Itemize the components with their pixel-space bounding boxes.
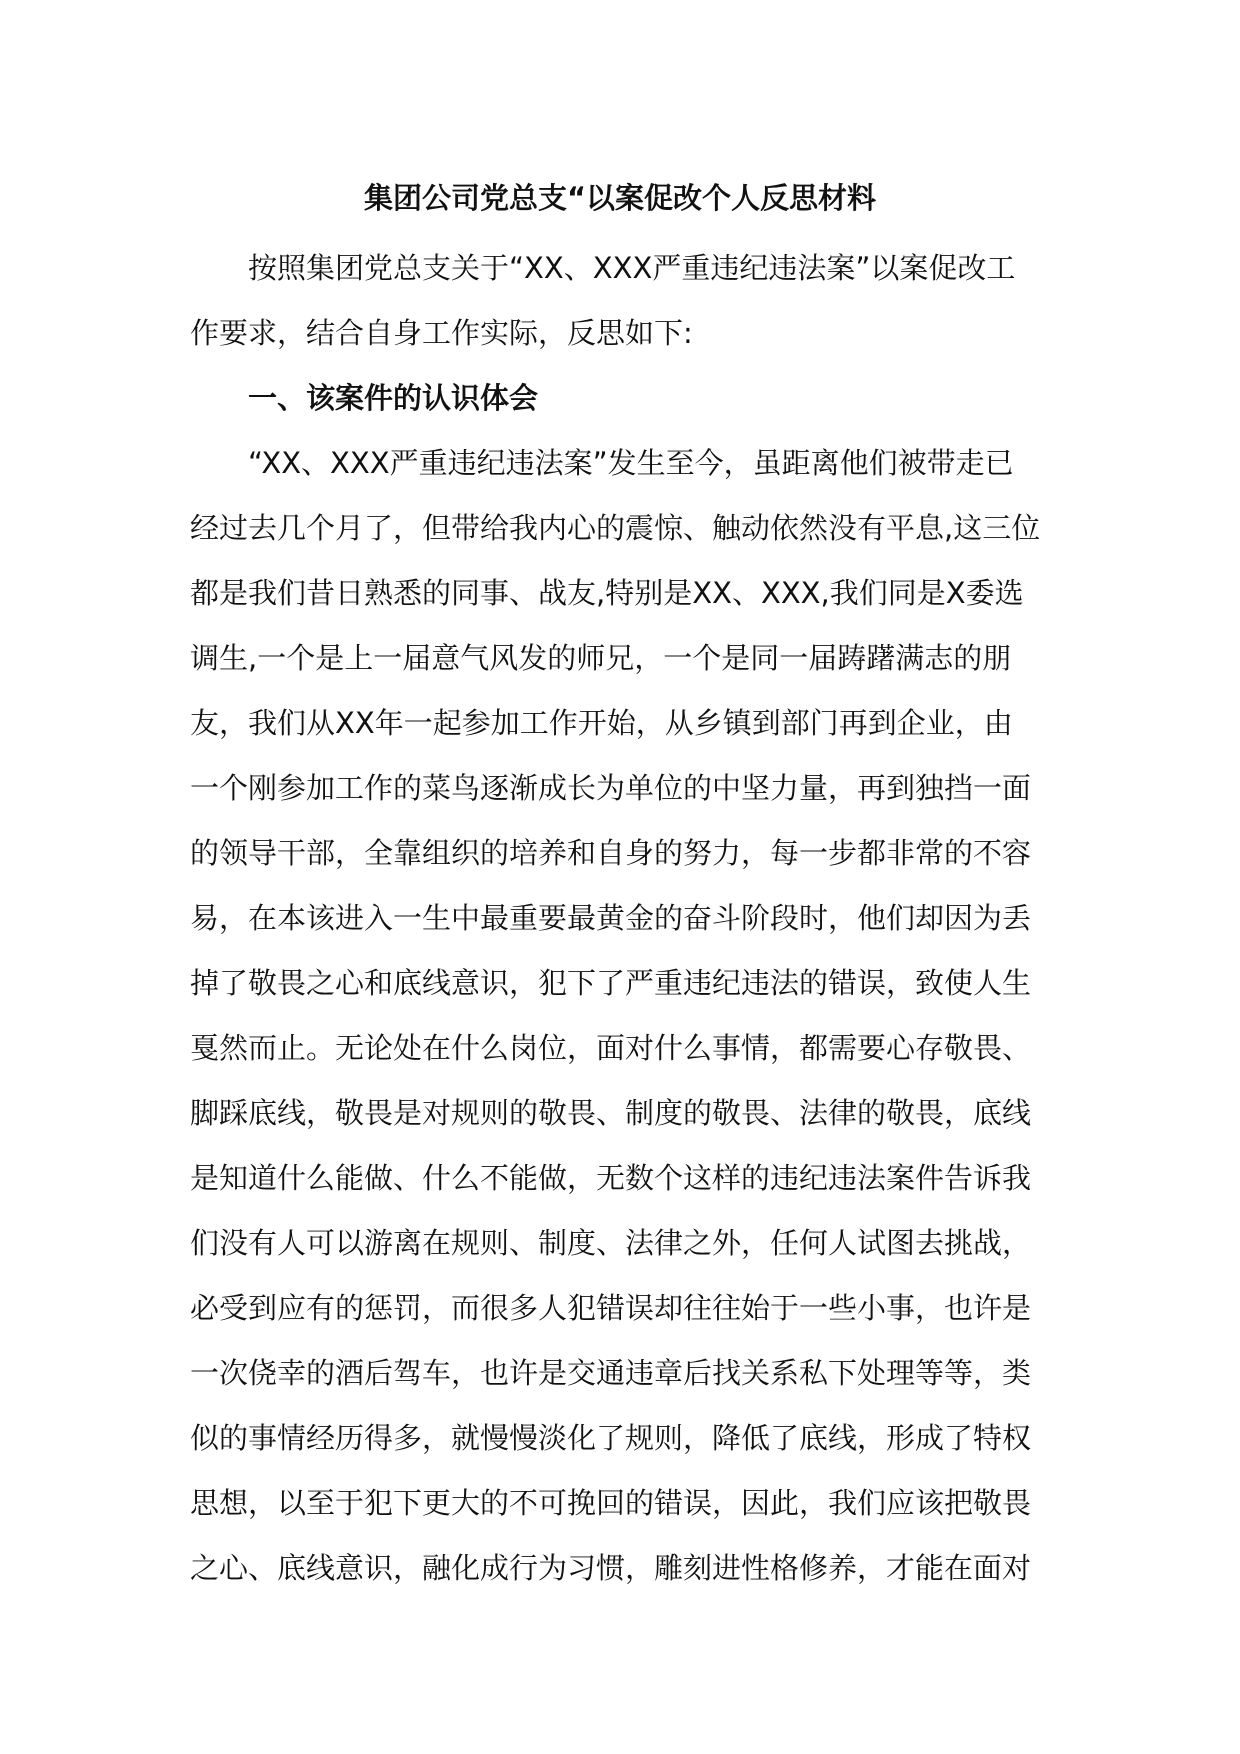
section-heading: 一、该案件的认识体会: [248, 381, 539, 415]
paragraph-line: 们没有人可以游离在规则、制度、法律之外，任何人试图去挑战，: [190, 1226, 1032, 1260]
document-title: 集团公司党总支“以案促改个人反思材料: [363, 181, 877, 215]
paragraph-line: 经过去几个月了，但带给我内心的震惊、触动依然没有平息,这三位: [190, 511, 1041, 545]
paragraph-line: 是知道什么能做、什么不能做，无数个这样的违纪违法案件告诉我: [190, 1161, 1032, 1195]
paragraph-line: 思想，以至于犯下更大的不可挽回的错误，因此，我们应该把敬畏: [190, 1486, 1032, 1520]
paragraph-line: 作要求，结合自身工作实际，反思如下:: [190, 316, 693, 350]
paragraph-line: “XX、XXX严重违纪违法案”发生至今，虽距离他们被带走已: [248, 446, 1014, 480]
paragraph-line: 脚踩底线，敬畏是对规则的敬畏、制度的敬畏、法律的敬畏，底线: [190, 1096, 1032, 1130]
document-body: [190, 236, 1050, 1601]
paragraph-line: 必受到应有的惩罚，而很多人犯错误却往往始于一些小事，也许是: [190, 1291, 1032, 1325]
paragraph-line: 掉了敬畏之心和底线意识，犯下了严重违纪违法的错误，致使人生: [190, 966, 1032, 1000]
paragraph-line: 易，在本该进入一生中最重要最黄金的奋斗阶段时，他们却因为丢: [190, 901, 1032, 935]
paragraph-line: 都是我们昔日熟悉的同事、战友,特别是XX、XXX,我们同是X委选: [190, 576, 1024, 610]
paragraph-line: 戛然而止。无论处在什么岗位，面对什么事情，都需要心存敬畏、: [190, 1031, 1032, 1065]
paragraph-line: 友，我们从XX年一起参加工作开始，从乡镇到部门再到企业，由: [190, 706, 1013, 740]
paragraph-line: 的领导干部，全靠组织的培养和自身的努力，每一步都非常的不容: [190, 836, 1032, 870]
paragraph-line: 一个刚参加工作的菜鸟逐渐成长为单位的中坚力量，再到独挡一面: [190, 771, 1032, 805]
paragraph-line: 之心、底线意识，融化成行为习惯，雕刻进性格修养，才能在面对: [190, 1551, 1032, 1585]
paragraph-line: 调生,一个是上一届意气风发的师兄，一个是同一届踌躇满志的朋: [190, 641, 1012, 675]
paragraph-line: 一次侥幸的酒后驾车，也许是交通违章后找关系私下处理等等，类: [190, 1356, 1032, 1390]
paragraph-line: 按照集团党总支关于“XX、XXX严重违纪违法案”以案促改工: [248, 251, 1016, 285]
paragraph-line: 似的事情经历得多，就慢慢淡化了规则，降低了底线，形成了特权: [190, 1421, 1032, 1455]
